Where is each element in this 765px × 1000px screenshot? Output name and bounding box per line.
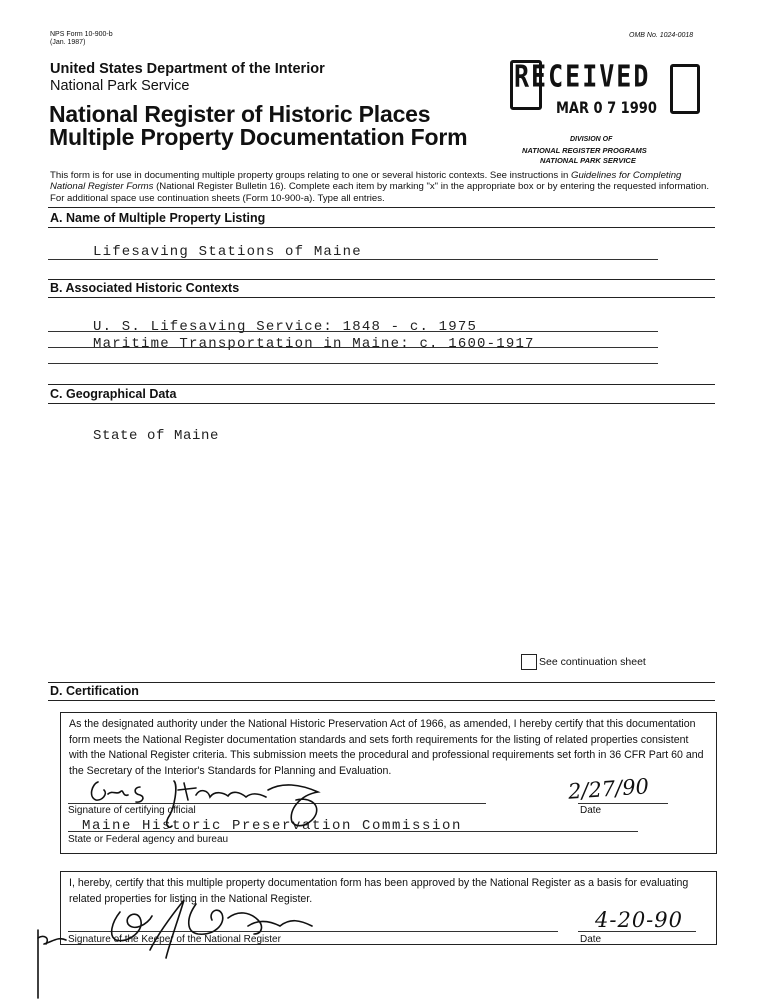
certification-statement: As the designated authority under the National Historic Preservation Act of 1966, as amended, I hereby certify that this documentation form meets the National Register documentation standards and sets forth requirements for the listing of related properties consistent with the National Register criteria. This submission meets the procedural and professional requirements set forth in 36 CFR Part 60 and the Secretary of the Interior's Standards for Planning and Evaluation.: [69, 718, 704, 777]
section-b-heading: B. Associated Historic Contexts: [50, 281, 240, 295]
form-title-line1: National Register of Historic Places: [49, 101, 431, 127]
form-number: NPS Form 10-900-b: [50, 31, 113, 38]
stamp-division: DIVISION OF: [570, 136, 613, 143]
continuation-label: See continuation sheet: [539, 656, 646, 668]
section-d-heading: D. Certification: [50, 684, 139, 698]
keeper-date-value: 4-20-90: [595, 908, 683, 932]
department-name: United States Department of the Interior: [50, 61, 325, 77]
geographical-data: State of Maine: [93, 428, 220, 444]
omb-number: OMB No. 1024-0018: [629, 32, 694, 39]
form-date: (Jan. 1987): [50, 39, 86, 46]
certifying-signature-label: Signature of certifying official: [68, 805, 196, 816]
agency-value: Maine Historic Preservation Commission: [82, 818, 463, 834]
historic-context-1: U. S. Lifesaving Service: 1848 - c. 1975: [93, 319, 478, 335]
stamp-register: NATIONAL REGISTER PROGRAMS: [522, 146, 647, 155]
approval-statement: I, hereby, certify that this multiple property documentation form has been approved by the National Register as a basis for evaluating related properties for listing in the National Register.: [69, 877, 689, 905]
certifying-date-value: 2/27/90: [567, 774, 650, 804]
intro-text: This form is for use in documenting multiple property groups relating to one or several historic contexts. See instructions in Guidelines for Completing National Register Forms (National Register Bulletin 16). Complete each item by marking "x" in the appropriate box or by entering the requested information. For additional space use continuation sheets (Form 10-900-a). Type all entries.: [50, 170, 709, 204]
form-title-line2: Multiple Property Documentation Form: [49, 124, 468, 150]
received-text: RECEIVED: [514, 59, 651, 94]
section-c-heading: C. Geographical Data: [50, 387, 177, 401]
certifying-date-label: Date: [580, 805, 602, 816]
agency-label: State or Federal agency and bureau: [68, 834, 229, 845]
service-name: National Park Service: [50, 78, 190, 94]
received-date: MAR 0 7 1990: [556, 99, 657, 118]
historic-context-2: Maritime Transportation in Maine: c. 1600-1917: [93, 336, 535, 352]
stamp-park-service: NATIONAL PARK SERVICE: [540, 156, 636, 165]
property-listing-name: Lifesaving Stations of Maine: [93, 244, 362, 260]
section-a-heading: A. Name of Multiple Property Listing: [50, 211, 266, 225]
keeper-date-label: Date: [580, 934, 602, 945]
keeper-signature-label: Signature of the Keeper of the National Register: [68, 934, 281, 945]
